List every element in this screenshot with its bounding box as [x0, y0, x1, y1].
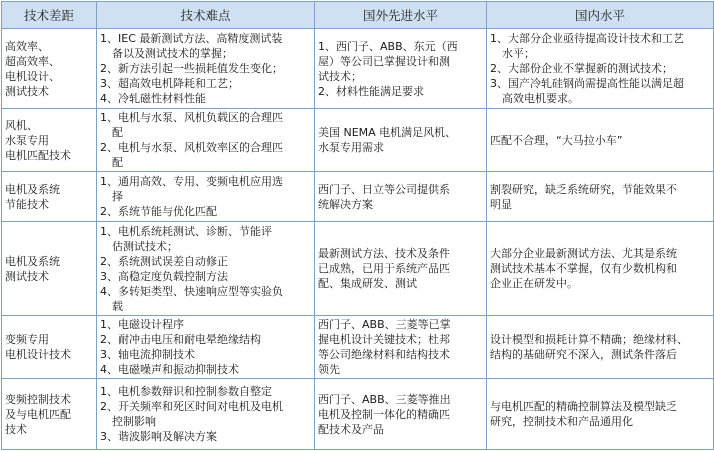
table-row — [2, 172, 714, 222]
domestic-level-cell-line: 匹配不合理，“大马拉小车” — [490, 133, 623, 147]
header-domestic-level: 国内水平 — [487, 2, 714, 29]
tech-gap-cell-line: 风机、 — [5, 118, 38, 132]
tech-difficulty-cell-line: 2、开关频率和死区时间对电机及电机 — [100, 400, 283, 413]
tech-difficulty-cell-line: 择 — [112, 190, 123, 203]
foreign-level-cell-line: 领先 — [318, 363, 340, 376]
domestic-level-cell-line: 结构的基础研究不深入，测试条件落后 — [490, 348, 677, 361]
domestic-level-cell-line: 1、大部分企业亟待提高设计技术和工艺 — [490, 32, 684, 45]
tech-difficulty-cell — [97, 316, 315, 379]
foreign-level-cell-line: 1、西门子、ABB、东元（西 — [318, 39, 458, 53]
foreign-level-cell-line: 西门子、日立等公司提供系 — [318, 182, 450, 196]
tech-gap-cell-line: 电机设计技术 — [5, 348, 71, 361]
tech-difficulty-cell-line: 2、系统节能与优化匹配 — [100, 205, 217, 218]
domestic-level-cell — [487, 222, 714, 316]
tech-gap-cell-line: 测试技术 — [5, 84, 49, 98]
tech-gap-cell-line: 水泵专用 — [5, 133, 49, 147]
header-row — [2, 2, 714, 29]
domestic-level-cell — [487, 29, 714, 109]
tech-difficulty-cell-line: 2、系统测试误差自动修正 — [100, 254, 228, 268]
tech-gap-cell-line: 节能技术 — [5, 197, 49, 211]
tech-difficulty-cell-line: 4、电磁噪声和振动抑制技术 — [100, 363, 239, 376]
tech-gap-cell-line: 电机及系统 — [5, 182, 60, 196]
tech-gap-cell — [2, 29, 97, 109]
domestic-level-cell-line: 测试技术基本不掌握，仅有少数机构和 — [490, 262, 677, 275]
tech-difficulty-cell — [97, 172, 315, 222]
foreign-level-cell-line: 美国 NEMA 电机满足风机、 — [318, 126, 457, 139]
foreign-level-cell-line: 试技术； — [318, 69, 362, 83]
tech-difficulty-cell-line: 载 — [112, 299, 123, 313]
tech-gap-cell-line: 电机设计、 — [5, 69, 60, 83]
domestic-level-cell-line: 设计模型和损耗计算不精确；绝缘材料、 — [490, 333, 688, 346]
foreign-level-cell-line: 电机及控制一体化的精确匹 — [318, 407, 450, 421]
domestic-level-cell-line: 高效电机要求。 — [502, 92, 579, 105]
foreign-level-cell-line: 屋）等公司已掌握设计和测 — [318, 54, 450, 68]
tech-gap-cell-line: 技术 — [5, 422, 27, 436]
foreign-level-cell — [315, 222, 487, 316]
tech-gap-cell-line: 电机及系统 — [5, 254, 60, 268]
tech-difficulty-cell-line: 4、冷轧磁性材料性能 — [100, 92, 206, 105]
foreign-level-cell-line: 水泵专用需求 — [318, 141, 384, 154]
header-tech-gap: 技术差距 — [2, 2, 97, 29]
tech-difficulty-cell-line: 4、多转矩类型、快速响应型等实验负 — [100, 284, 283, 298]
foreign-level-cell-line: 配技术及产品 — [318, 422, 384, 436]
tech-gap-cell — [2, 222, 97, 316]
tech-difficulty-cell-line: 控制影响 — [112, 415, 156, 428]
tech-gap-cell-line: 高效率、 — [5, 39, 49, 53]
tech-gap-cell-line: 超高效率、 — [5, 54, 60, 68]
tech-difficulty-cell-line: 估测试技术； — [112, 239, 178, 253]
domestic-level-cell-line: 研究，控制技术和产品通用化 — [490, 415, 633, 428]
header-foreign-level: 国外先进水平 — [315, 2, 487, 29]
domestic-level-cell — [487, 109, 714, 172]
foreign-level-cell — [315, 172, 487, 222]
domestic-level-cell-line: 割裂研究，缺乏系统研究，节能效果不 — [490, 182, 677, 196]
tech-difficulty-cell-line: 配 — [112, 126, 123, 139]
tech-difficulty-cell-line: 1、通用高效、专用、变频电机应用选 — [100, 175, 283, 188]
foreign-level-cell-line: 西门子、ABB、三菱等推出 — [318, 392, 451, 406]
table-body — [2, 29, 714, 450]
domestic-level-cell-line: 大部分企业最新测试方法、尤其是系统 — [490, 247, 677, 260]
domestic-level-cell-line: 企业正在研发中。 — [490, 277, 578, 290]
header-tech-difficulty: 技术难点 — [97, 2, 315, 29]
foreign-level-cell — [315, 109, 487, 172]
tech-gap-cell-line: 测试技术 — [5, 269, 49, 283]
tech-difficulty-cell-line: 1、IEC 最新测试方法、高精度测试装 — [100, 32, 283, 45]
tech-gap-cell-line: 变频专用 — [5, 333, 49, 346]
tech-difficulty-cell-line: 1、电机系统耗测试、诊断、节能评 — [100, 224, 272, 238]
tech-difficulty-cell-line: 1、电机参数辩识和控制参数自整定 — [100, 385, 272, 398]
tech-difficulty-cell-line: 备以及测试技术的掌握； — [112, 47, 233, 60]
table-row — [2, 109, 714, 172]
tech-difficulty-cell-line: 1、电机与水泵、风机负载区的合理匹 — [100, 111, 283, 124]
tech-gap-cell-line: 电机匹配技术 — [5, 148, 71, 162]
tech-difficulty-cell-line: 3、超高效电机降耗和工艺； — [100, 77, 239, 90]
tech-difficulty-cell-line: 配 — [112, 156, 123, 169]
domestic-level-cell — [487, 172, 714, 222]
table-row — [2, 29, 714, 109]
domestic-level-cell — [487, 316, 714, 379]
tech-gap-cell — [2, 316, 97, 379]
domestic-level-cell — [487, 379, 714, 450]
domestic-level-cell-line: 水平； — [502, 47, 535, 60]
table-row — [2, 222, 714, 316]
tech-difficulty-cell-line: 3、谐波影响及解决方案 — [100, 430, 217, 443]
foreign-level-cell-line: 配、集成研发、测试 — [318, 277, 417, 290]
table-row — [2, 379, 714, 450]
tech-difficulty-cell-line: 2、电机与水泵、风机效率区的合理匹 — [100, 141, 283, 154]
foreign-level-cell — [315, 29, 487, 109]
foreign-level-cell-line: 西门子、ABB、三菱等已掌 — [318, 318, 451, 331]
tech-difficulty-cell — [97, 222, 315, 316]
tech-gap-cell-line: 及与电机匹配 — [5, 407, 71, 421]
tech-difficulty-cell — [97, 29, 315, 109]
foreign-level-cell-line: 最新测试方法、技术及条件 — [318, 247, 450, 260]
foreign-level-cell-line: 统解决方案 — [318, 197, 373, 211]
tech-gap-cell-line: 变频控制技术 — [5, 392, 71, 406]
tech-gap-cell — [2, 379, 97, 450]
domestic-level-cell-line: 2、大部份企业不掌握新的测试技术； — [490, 62, 673, 75]
foreign-level-cell-line: 已成熟，已用于系统产品匹 — [318, 262, 450, 275]
foreign-level-cell-line: 等公司绝缘材料和结构技术 — [318, 348, 450, 361]
tech-difficulty-cell-line: 3、高稳定度负载控制方法 — [100, 269, 228, 283]
tech-gap-cell — [2, 109, 97, 172]
domestic-level-cell-line: 3、国产冷轧硅钢尚需提高性能以满足超 — [490, 77, 684, 90]
domestic-level-cell-line: 与电机匹配的精确控制算法及模型缺乏 — [490, 400, 677, 413]
tech-difficulty-cell-line: 3、轴电流抑制技术 — [100, 348, 195, 361]
foreign-level-cell — [315, 379, 487, 450]
tech-difficulty-cell-line: 1、电磁设计程序 — [100, 318, 184, 331]
tech-difficulty-cell — [97, 379, 315, 450]
tech-difficulty-cell-line: 2、耐冲击电压和耐电晕绝缘结构 — [100, 333, 261, 346]
foreign-level-cell — [315, 316, 487, 379]
tech-difficulty-cell-line: 2、新方法引起一些损耗值发生变化； — [100, 62, 283, 75]
domestic-level-cell-line: 明显 — [490, 197, 512, 211]
tech-gap-cell — [2, 172, 97, 222]
foreign-level-cell-line: 握电机设计关键技术；杜邦 — [318, 333, 450, 346]
table-row — [2, 316, 714, 379]
foreign-level-cell-line: 2、材料性能满足要求 — [318, 84, 424, 98]
technology-gap-table — [1, 1, 714, 450]
tech-difficulty-cell — [97, 109, 315, 172]
